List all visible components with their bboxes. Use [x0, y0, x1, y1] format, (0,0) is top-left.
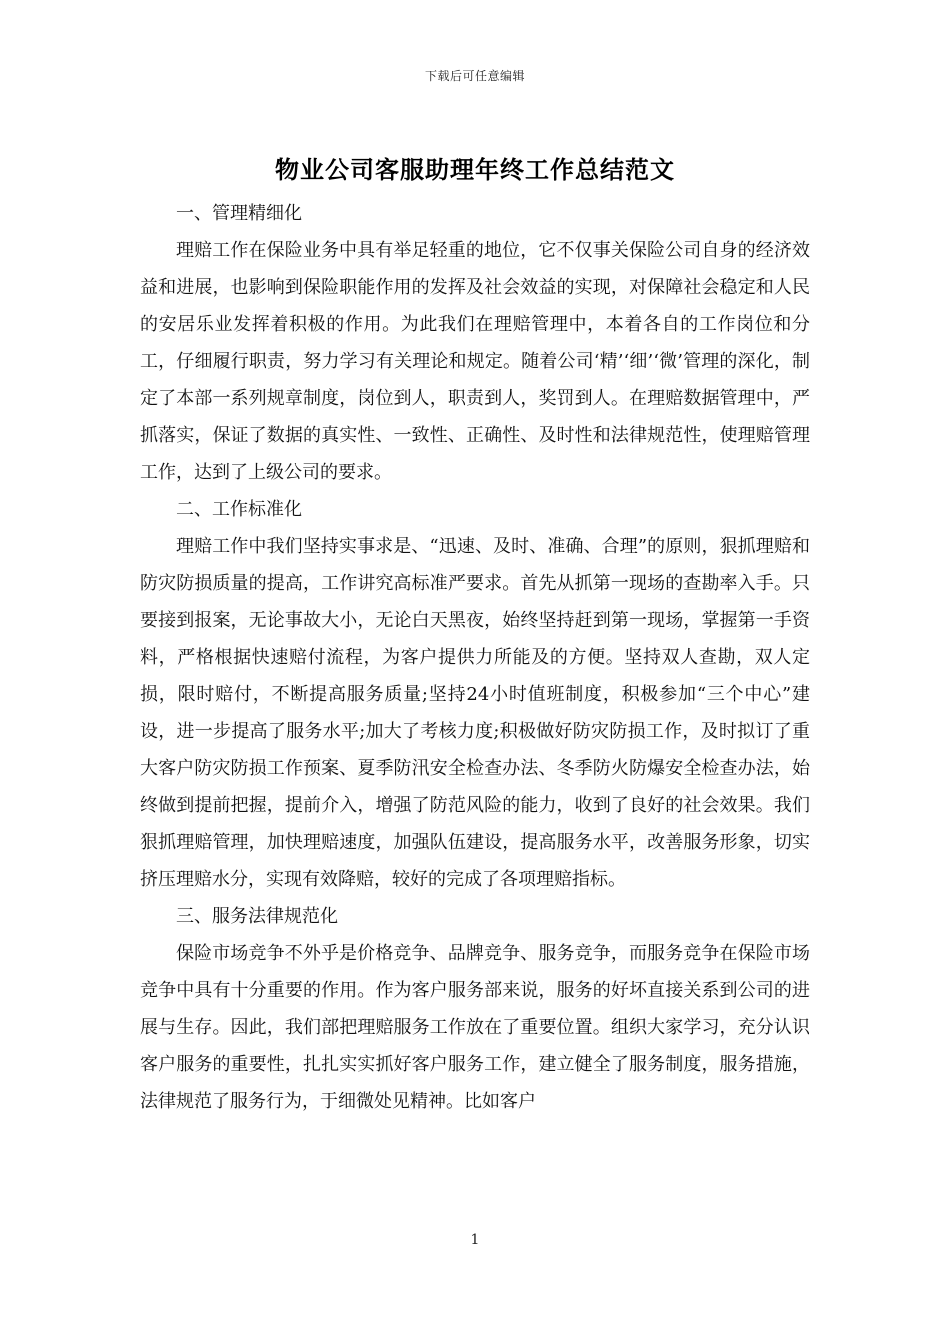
document-body [140, 195, 810, 1120]
section-heading-2: 二、工作标准化 [176, 499, 302, 520]
section-heading-3: 三、服务法律规范化 [176, 906, 338, 927]
section-paragraph-1: 理赔工作在保险业务中具有举足轻重的地位，它不仅事关保险公司自身的经济效益和进展，也影响到保险职能作用的发挥及社会效益的实现，对保障社会稳定和人民的安居乐业发挥着积极的作用。为此我们在理赔管理中，本着各自的工作岗位和分工，仔细履行职责，努力学习有关理论和规定。随着公司‘精’‘细’‘微’管理的深化，制定了本部一系列规章制度，岗位到人，职责到人，奖罚到人。在理赔数据管理中，严抓落实，保证了数据的真实性、一致性、正确性、及时性和法律规范性，使理赔管理工作，达到了上级公司的要求。 [140, 240, 810, 483]
section-paragraph-3: 保险市场竞争不外乎是价格竞争、品牌竞争、服务竞争，而服务竞争在保险市场竞争中具有十分重要的作用。作为客户服务部来说，服务的好坏直接关系到公司的进展与生存。因此，我们部把理赔服务工作放在了重要位置。组织大家学习，充分认识客户服务的重要性，扎扎实实抓好客户服务工作，建立健全了服务制度，服务措施，法律规范了服务行为，于细微处见精神。比如客户 [140, 943, 810, 1112]
section-paragraph-2: 理赔工作中我们坚持实事求是、“迅速、及时、准确、合理”的原则，狠抓理赔和防灾防损质量的提高，工作讲究高标准严要求。首先从抓第一现场的查勘率入手。只要接到报案，无论事故大小，无论白天黑夜，始终坚持赶到第一现场，掌握第一手资料，严格根据快速赔付流程，为客户提供力所能及的方便。坚持双人查勘，双人定损，限时赔付，不断提高服务质量;坚持24小时值班制度，积极参加“三个中心”建设，进一步提高了服务水平;加大了考核力度;积极做好防灾防损工作，及时拟订了重大客户防灾防损工作预案、夏季防汛安全检查办法、冬季防火防爆安全检查办法，始终做到提前把握，提前介入，增强了防范风险的能力，收到了良好的社会效果。我们狠抓理赔管理，加快理赔速度，加强队伍建设，提高服务水平，改善服务形象，切实挤压理赔水分，实现有效降赔，较好的完成了各项理赔指标。 [140, 536, 810, 890]
header-note: 下载后可任意编辑 [424, 69, 525, 83]
section-heading-1: 一、管理精细化 [176, 203, 302, 224]
page-number: 1 [470, 1232, 480, 1248]
document-title: 物业公司客服助理年终工作总结范文 [275, 155, 675, 184]
